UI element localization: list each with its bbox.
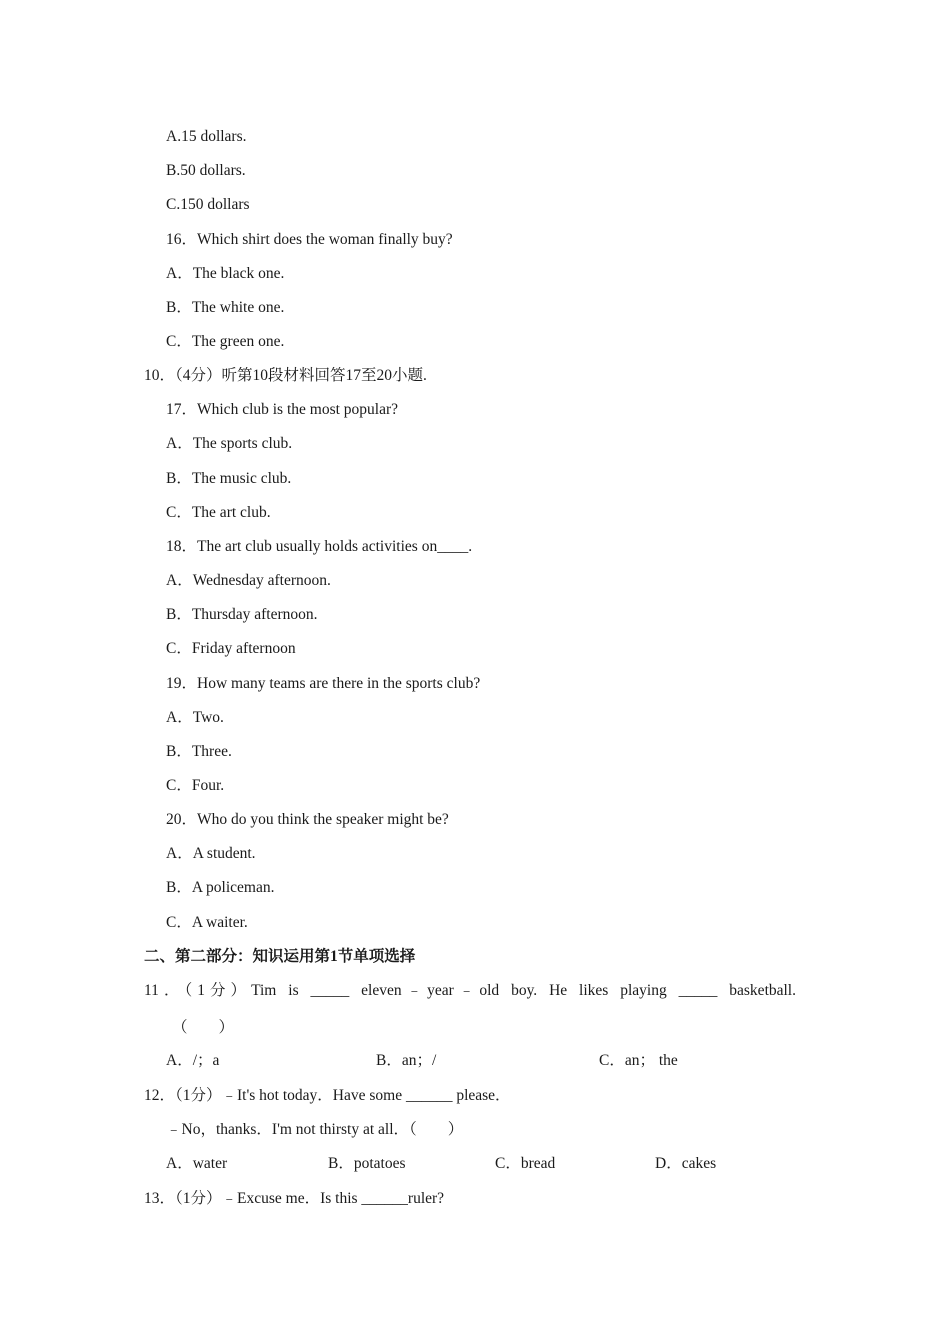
q12-stem: 12．（1分）﹣It's hot today．Have some ______ please． [144,1087,511,1104]
q12-option-c: C．bread [495,1155,556,1172]
q19-option-a: A．Two. [166,709,224,726]
q17-option-a: A．The sports club. [166,435,293,452]
section-heading: 二、第二部分：知识运用第1节单项选择 [144,948,416,965]
q18-option-b: B．Thursday afternoon. [166,606,318,623]
q19-option-b: B．Three. [166,743,232,760]
q20-option-a: A．A student. [166,845,256,862]
q13-stem: 13．（1分）﹣Excuse me．Is this ______ruler? [144,1190,445,1207]
q16-option-a: A．The black one. [166,265,285,282]
q12-option-b: B．potatoes [328,1155,406,1172]
q15-option-c: C.150 dollars [166,196,250,213]
q17-option-c: C．The art club. [166,504,271,521]
q15-option-a: A.15 dollars. [166,128,247,145]
q12-option-d: D．cakes [655,1155,717,1172]
q17-option-b: B．The music club. [166,470,292,487]
q10-header: 10．（4分）听第10段材料回答17至20小题. [144,367,427,384]
q11-option-c: C．an； the [599,1052,678,1069]
q18-option-a: A．Wednesday afternoon. [166,572,331,589]
q20-option-c: C．A waiter. [166,914,248,931]
q17-stem: 17．Which club is the most popular? [166,401,399,418]
q16-option-b: B．The white one. [166,299,285,316]
q18-option-c: C．Friday afternoon [166,640,296,657]
q16-stem: 16．Which shirt does the woman finally buy? [166,231,453,248]
q12-reply: ﹣No，thanks．I'm not thirsty at all．（ ） [166,1121,464,1138]
q11-answer-blank: （ ） [172,1019,235,1036]
q15-option-b: B.50 dollars. [166,162,246,179]
q11-stem: 11．（1分）Tim is _____ eleven﹣year﹣old boy. He likes playing _____ basketball. [144,982,796,999]
q19-stem: 19．How many teams are there in the sports club? [166,675,481,692]
q20-option-b: B．A policeman. [166,879,275,896]
q19-option-c: C．Four. [166,777,225,794]
q11-option-b: B．an；/ [376,1052,437,1069]
q11-option-a: A．/；a [166,1052,220,1069]
q16-option-c: C．The green one. [166,333,285,350]
q12-option-a: A．water [166,1155,228,1172]
q18-stem: 18．The art club usually holds activities on____. [166,538,473,555]
q20-stem: 20．Who do you think the speaker might be? [166,811,449,828]
